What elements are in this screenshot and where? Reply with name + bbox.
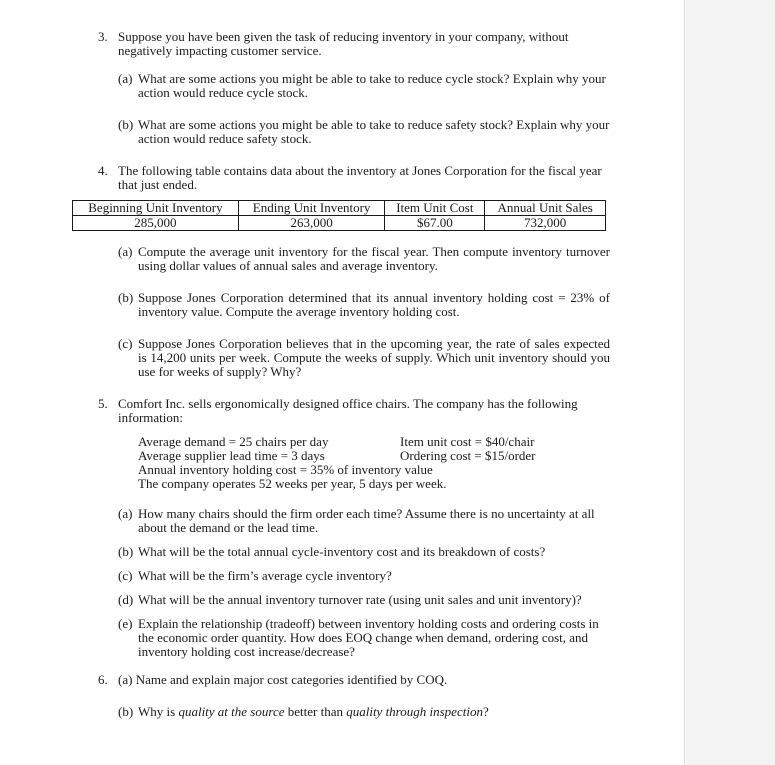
question-number: 4. xyxy=(98,163,108,178)
subquestion-text xyxy=(138,704,489,719)
text-suffix: ? xyxy=(482,704,489,719)
subquestion-label: (d) xyxy=(118,592,134,607)
question-number: 6. xyxy=(98,672,108,687)
question-number: 3. xyxy=(98,29,108,44)
subquestion-label: (c) xyxy=(118,568,133,583)
subquestion-label: (a) xyxy=(118,244,133,259)
question-5 xyxy=(98,397,610,425)
table-cell: 263,000 xyxy=(238,216,385,231)
table-row xyxy=(73,216,606,231)
table-header-cell: Annual Unit Sales xyxy=(485,201,606,216)
text-prefix: Why is xyxy=(138,704,179,719)
subquestion-text: How many chairs should the firm order each time? Assume there is no uncertainty at all about the demand or the lead time. xyxy=(138,506,595,535)
subquestion-label: (b) xyxy=(118,117,134,132)
info-lead-time: Average supplier lead time = 3 days xyxy=(138,448,325,463)
subquestion-text: What will be the total annual cycle-inventory cost and its breakdown of costs? xyxy=(138,544,546,559)
question-5d xyxy=(98,593,610,607)
subquestion-text: Suppose Jones Corporation believes that in the upcoming year, the rate of sales expected is 14,200 units per week. Compute the weeks of supply. Which unit inventory should you use for weeks of supply? Why? xyxy=(138,336,610,379)
question-3b xyxy=(98,118,610,146)
subquestion-label: (a) xyxy=(118,672,133,687)
subquestion-text: Name and explain major cost categories identified by COQ. xyxy=(135,672,448,687)
info-ordering-cost: Ordering cost = $15/order xyxy=(400,448,536,463)
info-demand: Average demand = 25 chairs per day xyxy=(138,434,329,449)
question-number: 5. xyxy=(98,396,108,411)
emphasis-quality-through-inspection: quality through inspection xyxy=(346,704,483,719)
subquestion-text: Compute the average unit inventory for the fiscal year. Then compute inventory turnover using dollar values of annual sales and average inventory. xyxy=(138,244,610,273)
subquestion-label: (b) xyxy=(118,290,134,305)
subquestion-text: What will be the annual inventory turnover rate (using unit sales and unit inventory)? xyxy=(138,592,582,607)
inventory-table xyxy=(72,200,606,231)
question-5c xyxy=(98,569,610,583)
subquestion-label: (b) xyxy=(118,704,134,719)
question-4b xyxy=(98,291,610,319)
info-holding-cost: Annual inventory holding cost = 35% of inventory value xyxy=(138,462,433,477)
table-header-row xyxy=(73,201,606,216)
document-content xyxy=(88,29,610,719)
question-5a xyxy=(98,507,610,535)
question-text: Suppose you have been given the task of reducing inventory in your company, without negatively impacting customer service. xyxy=(118,29,569,58)
question-5b xyxy=(98,545,610,559)
subquestion-label: (e) xyxy=(118,616,133,631)
table-cell: 285,000 xyxy=(73,216,239,231)
info-operations: The company operates 52 weeks per year, 5 days per week. xyxy=(138,476,447,491)
question-4a xyxy=(98,245,610,273)
subquestion-label: (a) xyxy=(118,71,133,86)
question-6 xyxy=(98,673,610,687)
info-item-cost: Item unit cost = $40/chair xyxy=(400,434,535,449)
subquestion-label: (a) xyxy=(118,506,133,521)
table-cell: $67.00 xyxy=(385,216,485,231)
subquestion-text: Explain the relationship (tradeoff) between inventory holding costs and ordering costs in the economic order quantity. How does EOQ change when demand, ordering cost, and inventory holding cost increase/decrease? xyxy=(138,616,599,659)
question-3 xyxy=(98,30,610,58)
question-text: Comfort Inc. sells ergonomically designed office chairs. The company has the following information: xyxy=(118,396,578,425)
subquestion-label: (c) xyxy=(118,336,133,351)
table-header-cell: Ending Unit Inventory xyxy=(238,201,385,216)
table-header-cell: Beginning Unit Inventory xyxy=(73,201,239,216)
question-5e xyxy=(98,617,610,659)
question-4c xyxy=(98,337,610,379)
question-text: The following table contains data about the inventory at Jones Corporation for the fiscal year that just ended. xyxy=(118,163,602,192)
table-cell: 732,000 xyxy=(485,216,606,231)
text-middle: better than xyxy=(284,704,347,719)
side-panel xyxy=(686,0,775,765)
subquestion-label: (b) xyxy=(118,544,134,559)
subquestion-text: What are some actions you might be able to take to reduce cycle stock? Explain why your action would reduce cycle stock. xyxy=(138,71,606,100)
company-info xyxy=(98,435,610,491)
subquestion-text: What will be the firm’s average cycle inventory? xyxy=(138,568,392,583)
question-6b xyxy=(98,705,610,719)
emphasis-quality-at-source: quality at the source xyxy=(178,704,285,719)
subquestion-text: What are some actions you might be able to take to reduce safety stock? Explain why your action would reduce safety stock. xyxy=(138,117,610,146)
question-3a xyxy=(98,72,610,100)
table-header-cell: Item Unit Cost xyxy=(385,201,485,216)
question-4 xyxy=(98,164,610,192)
subquestion-text: Suppose Jones Corporation determined that its annual inventory holding cost = 23% of inventory value. Compute the average inventory holding cost. xyxy=(138,290,610,319)
